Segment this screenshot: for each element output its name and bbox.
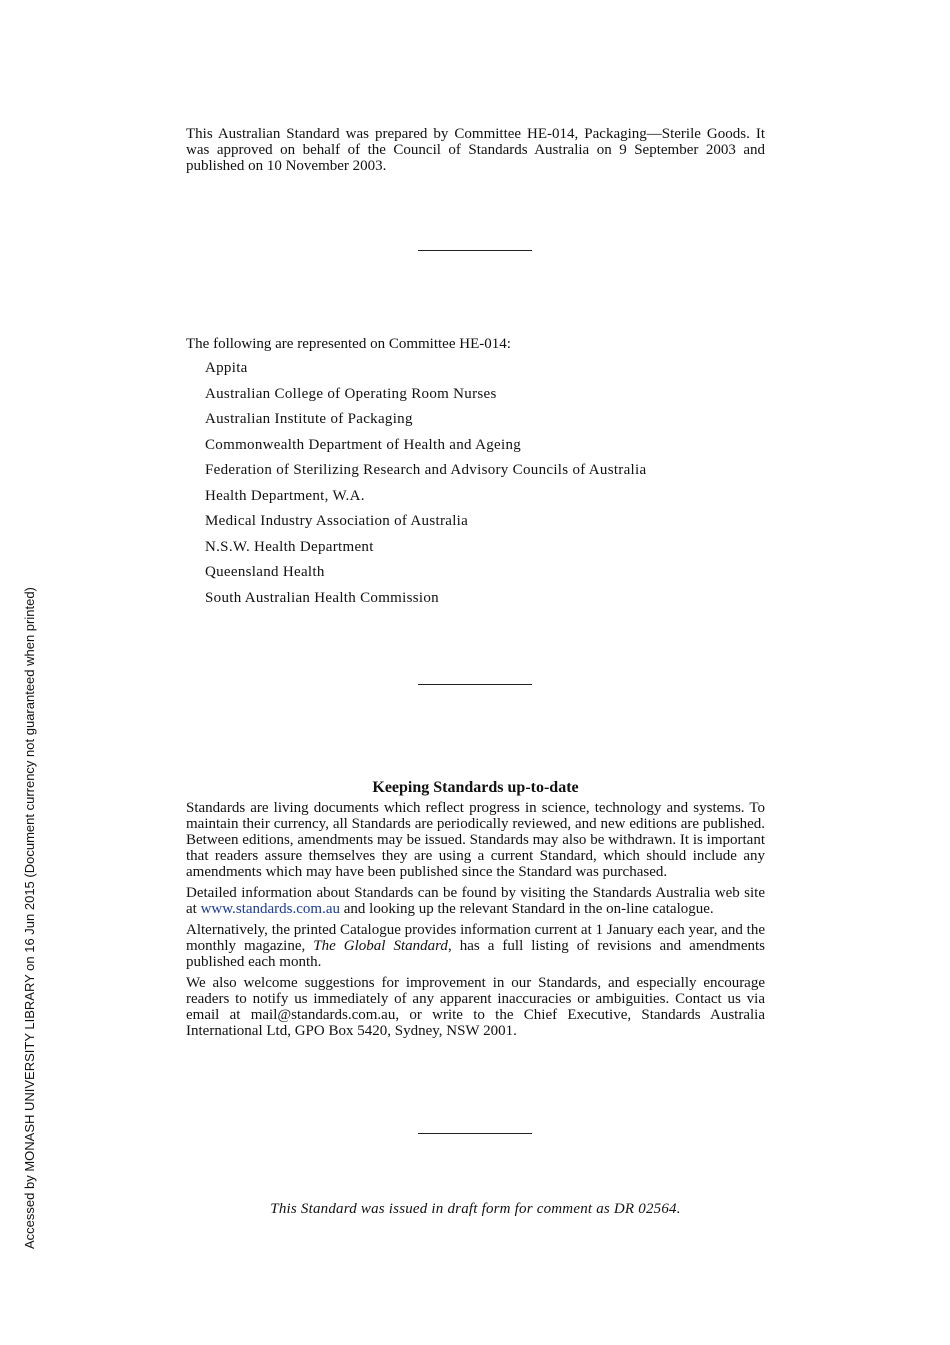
committee-member: Commonwealth Department of Health and Ageing: [205, 436, 522, 453]
divider: [418, 250, 532, 251]
keeping-up-to-date-section: [186, 800, 765, 1039]
committee-member: Queensland Health: [205, 564, 325, 580]
access-watermark: Accessed by MONASH UNIVERSITY LIBRARY on 16 Jun 2015 (Document currency not guaranteed when printed): [22, 587, 37, 1249]
committee-member: Medical Industry Association of Australia: [205, 513, 469, 529]
committee-member: Health Department, W.A.: [205, 487, 365, 504]
paragraph-living-documents: Standards are living documents which reflect progress in science, technology and systems. To maintain their currency, all Standards are periodically reviewed, and new editions are published. Between editions, amendments may be issued. Standards may also be withdrawn. It is important that readers assure themselves they are using a current Standard, which should include any amendments which may have been published since the Standard was purchased.: [186, 800, 765, 880]
standards-website-link[interactable]: www.standards.com.au: [200, 901, 340, 917]
section-heading: Keeping Standards up-to-date: [372, 779, 579, 796]
committee-member-list: [205, 359, 646, 614]
committee-lead: The following are represented on Committee HE-014:: [186, 336, 511, 352]
draft-note: This Standard was issued in draft form for comment as DR 02564.: [270, 1201, 681, 1217]
divider: [418, 684, 532, 685]
paragraph-catalogue: [186, 922, 765, 970]
paragraph-text: Detailed information about Standards can be found by visiting the Standards Australia web site at: [186, 885, 765, 917]
paragraph-text: , has a full listing of revisions and amendments published each month.: [186, 938, 765, 970]
paragraph-text: Alternatively, the printed Catalogue provides information current at 1 January each year, and the monthly magazine,: [186, 922, 765, 954]
paragraph-web-site: [186, 885, 765, 917]
committee-member: Federation of Sterilizing Research and Advisory Councils of Australia: [205, 462, 647, 478]
paragraph-text: and looking up the relevant Standard in the on-line catalogue.: [340, 901, 714, 917]
committee-member: N.S.W. Health Department: [205, 538, 374, 555]
committee-member: Australian Institute of Packaging: [205, 411, 413, 427]
magazine-title: The Global Standard: [313, 938, 448, 954]
committee-member: Australian College of Operating Room Nurses: [205, 385, 497, 402]
paragraph-contact: We also welcome suggestions for improvement in our Standards, and especially encourage readers to notify us immediately of any apparent inaccuracies or ambiguities. Contact us via email at mail@standards.com.au, or write to the Chief Executive, Standards Australia International Ltd, GPO Box 5420, Sydney, NSW 2001.: [186, 975, 765, 1039]
divider: [418, 1133, 532, 1134]
approval-statement: This Australian Standard was prepared by Committee HE-014, Packaging—Sterile Goods. It was approved on behalf of the Council of Standards Australia on 9 September 2003 and published on 10 November 2003.: [186, 126, 765, 174]
committee-member: South Australian Health Commission: [205, 589, 439, 606]
committee-member: Appita: [205, 360, 248, 376]
